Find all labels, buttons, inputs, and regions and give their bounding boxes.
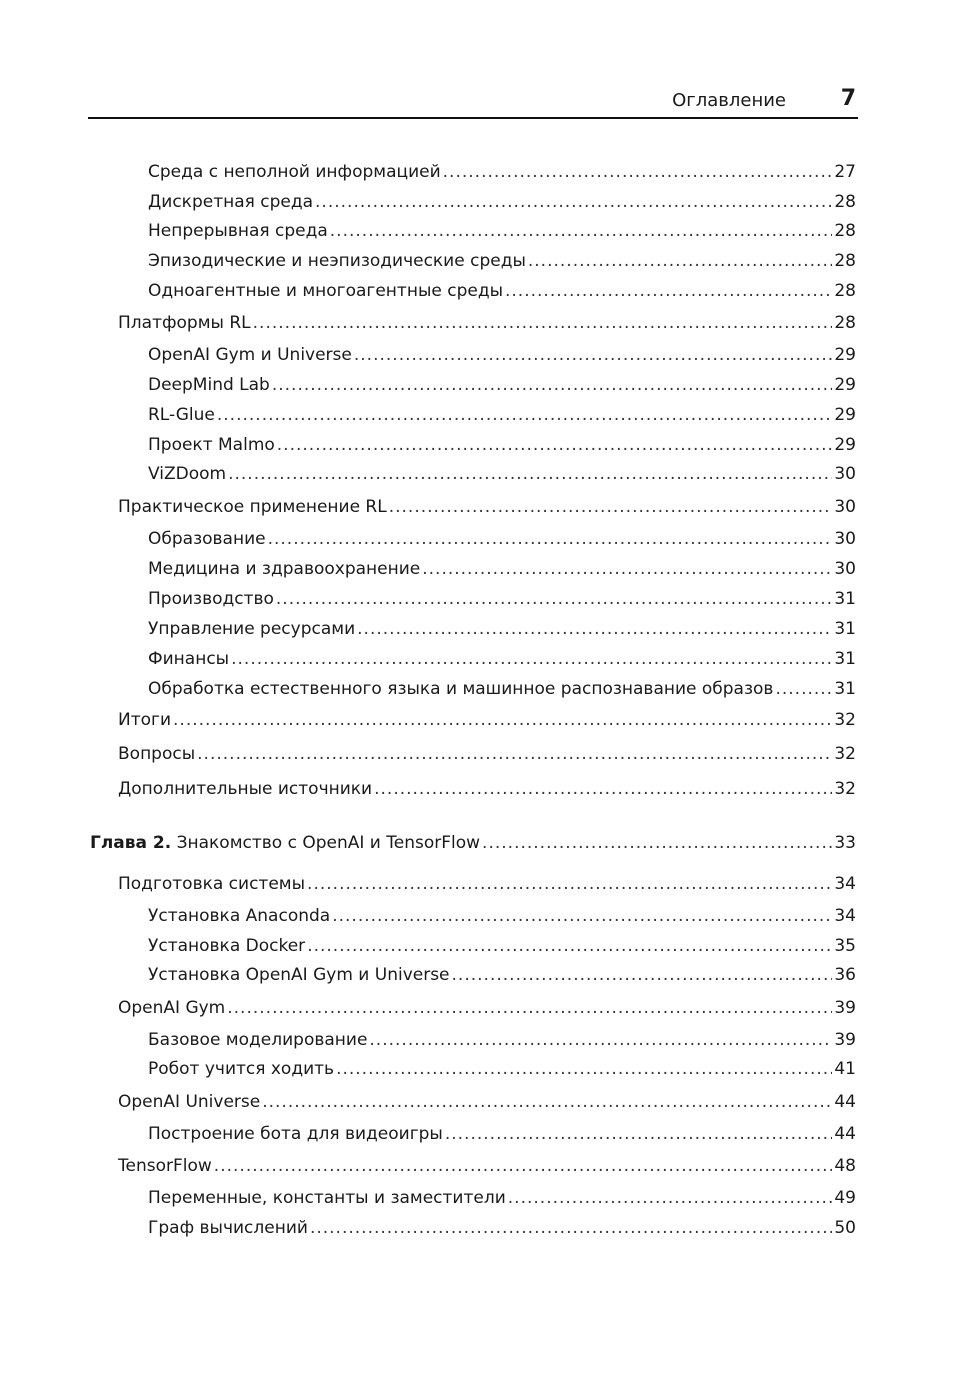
toc-entry[interactable] xyxy=(90,832,856,854)
toc-entry-page: 44 xyxy=(834,1124,856,1144)
dot-leader xyxy=(197,743,832,765)
toc-entry-title xyxy=(118,709,171,731)
toc-entry-title xyxy=(90,832,480,854)
toc-entry-page: 28 xyxy=(834,313,856,333)
toc-entry-page: 28 xyxy=(834,251,856,271)
toc-entry[interactable] xyxy=(148,528,856,550)
toc-entry[interactable] xyxy=(148,618,856,640)
toc-entry-page: 27 xyxy=(834,162,856,182)
toc-entry-page: 33 xyxy=(834,833,856,853)
toc-entry-title xyxy=(148,558,420,580)
toc-entry-title xyxy=(148,434,275,456)
toc-entry-text: Одноагентные и многоагентные среды xyxy=(148,281,503,301)
toc-entry-page: 29 xyxy=(834,435,856,455)
toc-entry-title xyxy=(148,528,266,550)
toc-entry-text: Практическое применение RL xyxy=(118,497,387,517)
toc-entry-page: 31 xyxy=(834,649,856,669)
page-number: 7 xyxy=(840,86,856,111)
dot-leader xyxy=(775,678,832,700)
toc-entry-text: DeepMind Lab xyxy=(148,375,270,395)
toc-entry-text: Построение бота для видеоигры xyxy=(148,1124,443,1144)
toc-entry[interactable] xyxy=(148,964,856,986)
toc-entry-text: Платформы RL xyxy=(118,313,251,333)
toc-entry[interactable] xyxy=(148,905,856,927)
toc-entry-page: 31 xyxy=(834,679,856,699)
toc-entry-page: 35 xyxy=(834,936,856,956)
toc-entry-title xyxy=(148,678,773,700)
toc-entry-text: Установка OpenAI Gym и Universe xyxy=(148,965,450,985)
toc-entry-title xyxy=(148,1058,334,1080)
toc-entry-page: 30 xyxy=(834,464,856,484)
toc-entry-text: OpenAI Gym xyxy=(118,998,226,1018)
dot-leader xyxy=(452,964,833,986)
toc-entry-text: Дискретная среда xyxy=(148,192,314,212)
toc-entry-page: 44 xyxy=(834,1092,856,1112)
dot-leader xyxy=(227,997,832,1019)
toc-entry-title xyxy=(148,964,450,986)
toc-entry[interactable] xyxy=(118,778,856,800)
toc-entry-text: Дополнительные источники xyxy=(118,779,373,799)
toc-entry[interactable] xyxy=(148,935,856,957)
dot-leader xyxy=(508,1187,833,1209)
toc-entry-text: Вопросы xyxy=(118,744,196,764)
toc-entry-title xyxy=(148,404,215,426)
dot-leader xyxy=(217,404,832,426)
toc-entry-title xyxy=(118,312,251,334)
toc-entry[interactable] xyxy=(148,558,856,580)
toc-entry-text: Эпизодические и неэпизодические среды xyxy=(148,251,526,271)
toc-entry-page: 41 xyxy=(834,1059,856,1079)
toc-entry-title xyxy=(118,496,387,518)
toc-entry-title xyxy=(118,1155,212,1177)
dot-leader xyxy=(482,832,832,854)
toc-entry-text: Финансы xyxy=(148,649,230,669)
toc-entry-text: Подготовка системы xyxy=(118,874,306,894)
toc-entry-page: 29 xyxy=(834,405,856,425)
toc-entry-page: 32 xyxy=(834,779,856,799)
toc-entry-page: 50 xyxy=(834,1218,856,1238)
toc-entry-title xyxy=(148,935,305,957)
toc-entry-title xyxy=(118,997,225,1019)
dot-leader xyxy=(445,1123,833,1145)
toc-entry[interactable] xyxy=(118,496,856,518)
toc-entry[interactable] xyxy=(148,250,856,272)
toc-entry[interactable] xyxy=(148,1058,856,1080)
toc-entry-page: 32 xyxy=(834,744,856,764)
toc-entry-title xyxy=(148,588,274,610)
dot-leader xyxy=(173,709,832,731)
toc-entry-title xyxy=(118,743,195,765)
toc-entry-page: 34 xyxy=(834,906,856,926)
toc-entry-page: 30 xyxy=(834,529,856,549)
toc-entry-page: 28 xyxy=(834,281,856,301)
toc-entry-title xyxy=(148,250,526,272)
toc-entry[interactable] xyxy=(148,344,856,366)
toc-entry-page: 28 xyxy=(834,192,856,212)
toc-entry[interactable] xyxy=(118,709,856,731)
toc-entry[interactable] xyxy=(148,404,856,426)
toc-entry-title xyxy=(148,463,226,485)
toc-entry-text: Базовое моделирование xyxy=(148,1030,368,1050)
dot-leader xyxy=(422,558,832,580)
toc-entry[interactable] xyxy=(118,873,856,895)
dot-leader xyxy=(336,1058,832,1080)
toc-entry-title xyxy=(148,1217,308,1239)
toc-entry-text: Знакомство с OpenAI и TensorFlow xyxy=(176,833,481,853)
toc-entry[interactable] xyxy=(118,743,856,765)
dot-leader xyxy=(369,1029,832,1051)
toc-entry-text: OpenAI Gym и Universe xyxy=(148,345,352,365)
toc-entry-text: Непрерывная среда xyxy=(148,221,328,241)
toc-entry-page: 30 xyxy=(834,559,856,579)
toc-entry-page: 36 xyxy=(834,965,856,985)
toc-entry-text: Установка Docker xyxy=(148,936,306,956)
toc-entry-title xyxy=(148,280,503,302)
dot-leader xyxy=(228,463,832,485)
toc-entry[interactable] xyxy=(148,220,856,242)
toc-entry[interactable] xyxy=(148,191,856,213)
toc-entry-text: TensorFlow xyxy=(118,1156,212,1176)
toc-entry-title xyxy=(148,161,441,183)
header-rule xyxy=(88,117,858,119)
dot-leader xyxy=(231,648,832,670)
toc-entry-page: 31 xyxy=(834,619,856,639)
toc-entry-text: Итоги xyxy=(118,710,172,730)
toc-entry[interactable] xyxy=(148,1187,856,1209)
dot-leader xyxy=(389,496,833,518)
toc-entry[interactable] xyxy=(148,1029,856,1051)
toc-entry[interactable] xyxy=(148,463,856,485)
toc-entry-page: 48 xyxy=(834,1156,856,1176)
toc-entry-title xyxy=(148,220,328,242)
toc-entry-title xyxy=(118,873,305,895)
toc-entry-page: 28 xyxy=(834,221,856,241)
dot-leader xyxy=(374,778,832,800)
toc-entry-text: Проект Malmo xyxy=(148,435,275,455)
toc-entry[interactable] xyxy=(148,678,856,700)
dot-leader xyxy=(307,935,832,957)
toc-entry-text: Обработка естественного языка и машинное распознавание образов xyxy=(148,679,774,699)
toc-entry-text: Управление ресурсами xyxy=(148,619,356,639)
dot-leader xyxy=(253,312,833,334)
dot-leader xyxy=(354,344,832,366)
toc-entry[interactable] xyxy=(148,434,856,456)
toc-entry[interactable] xyxy=(148,588,856,610)
toc-entry[interactable] xyxy=(148,1217,856,1239)
toc-entry-page: 29 xyxy=(834,345,856,365)
dot-leader xyxy=(277,434,833,456)
toc-entry-title xyxy=(148,1187,506,1209)
dot-leader xyxy=(332,905,832,927)
toc-entry[interactable] xyxy=(118,312,856,334)
toc-entry-page: 49 xyxy=(834,1188,856,1208)
toc-entry[interactable] xyxy=(148,161,856,183)
toc-entry[interactable] xyxy=(118,997,856,1019)
toc-entry-text: Переменные, константы и заместители xyxy=(148,1188,506,1208)
toc-entry-text: Образование xyxy=(148,529,266,549)
toc-entry-title xyxy=(148,1029,367,1051)
toc-entry-text: Граф вычислений xyxy=(148,1218,308,1238)
dot-leader xyxy=(214,1155,833,1177)
dot-leader xyxy=(262,1091,832,1113)
dot-leader xyxy=(272,374,833,396)
toc-entry-title xyxy=(118,1091,260,1113)
toc-entry-text: RL-Glue xyxy=(148,405,215,425)
toc-entry[interactable] xyxy=(118,1155,856,1177)
toc-entry-title xyxy=(148,1123,443,1145)
toc-entry[interactable] xyxy=(148,648,856,670)
toc-entry-page: 29 xyxy=(834,375,856,395)
toc-entry-title xyxy=(148,648,229,670)
toc-entry-text: Робот учится ходить xyxy=(148,1059,335,1079)
dot-leader xyxy=(443,161,833,183)
toc-entry[interactable] xyxy=(148,1123,856,1145)
toc-entry-page: 39 xyxy=(834,1030,856,1050)
dot-leader xyxy=(505,280,832,302)
toc-entry-page: 39 xyxy=(834,998,856,1018)
toc-entry-page: 34 xyxy=(834,874,856,894)
dot-leader xyxy=(307,873,832,895)
toc-entry-title xyxy=(118,778,372,800)
dot-leader xyxy=(528,250,832,272)
dot-leader xyxy=(310,1217,832,1239)
header-title: Оглавление xyxy=(672,90,786,111)
dot-leader xyxy=(268,528,833,550)
toc-entry-title xyxy=(148,374,270,396)
toc-entry-text: Производство xyxy=(148,589,274,609)
toc-entry-title xyxy=(148,344,352,366)
toc-entry-page: 30 xyxy=(834,497,856,517)
toc-entry-text: OpenAI Universe xyxy=(118,1092,261,1112)
dot-leader xyxy=(357,618,832,640)
dot-leader xyxy=(276,588,832,610)
dot-leader xyxy=(315,191,832,213)
chapter-label: Глава 2. xyxy=(90,833,172,853)
toc-entry-text: ViZDoom xyxy=(148,464,227,484)
toc-entry-title xyxy=(148,191,313,213)
toc-entry-page: 31 xyxy=(834,589,856,609)
toc-entry[interactable] xyxy=(148,374,856,396)
dot-leader xyxy=(330,220,833,242)
toc-entry-text: Установка Anaconda xyxy=(148,906,331,926)
toc-entry-text: Среда с неполной информацией xyxy=(148,162,441,182)
toc-entry-title xyxy=(148,905,330,927)
toc-entry-page: 32 xyxy=(834,710,856,730)
toc-entry-text: Медицина и здравоохранение xyxy=(148,559,421,579)
toc-entry-title xyxy=(148,618,355,640)
toc-entry[interactable] xyxy=(148,280,856,302)
toc-entry[interactable] xyxy=(118,1091,856,1113)
